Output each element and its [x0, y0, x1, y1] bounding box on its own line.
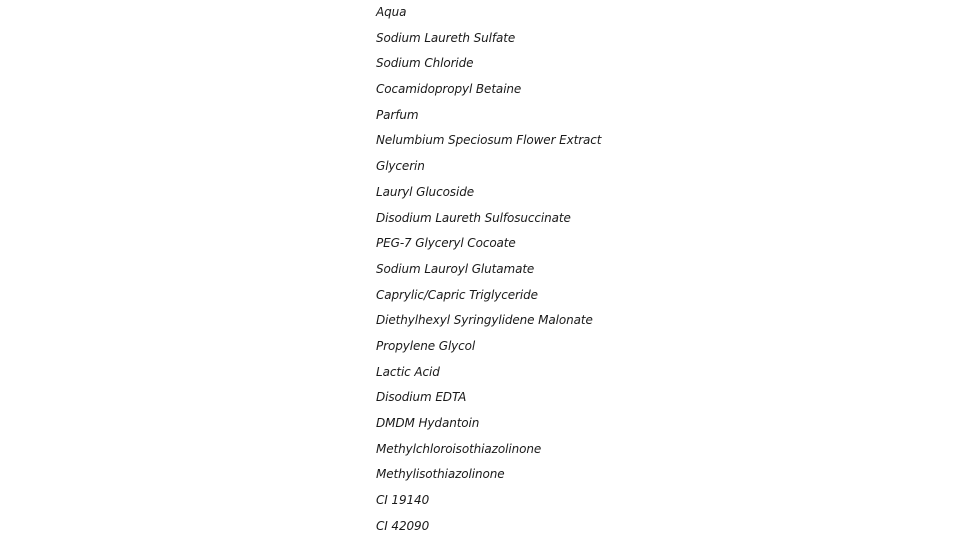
- list-item: Sodium Chloride: [376, 56, 474, 71]
- list-item: Diethylhexyl Syringylidene Malonate: [376, 313, 593, 328]
- list-item: Aqua: [376, 5, 407, 19]
- list-item: CI 19140: [376, 493, 430, 508]
- list-item: Nelumbium Speciosum Flower Extract: [376, 133, 602, 148]
- list-item: Methylisothiazolinone: [376, 467, 505, 482]
- list-item: Propylene Glycol: [376, 338, 476, 353]
- list-item: PEG-7 Glyceryl Cocoate: [376, 236, 516, 251]
- ingredient-list: [376, 0, 601, 539]
- list-item: Disodium EDTA: [376, 390, 467, 405]
- list-item: DMDM Hydantoin: [376, 416, 480, 430]
- list-item: Lactic Acid: [376, 364, 440, 379]
- list-item: Caprylic/Capric Triglyceride: [376, 287, 538, 302]
- list-item: Disodium Laureth Sulfosuccinate: [376, 210, 571, 225]
- list-item: Sodium Lauroyl Glutamate: [376, 261, 535, 276]
- list-item: Cocamidopropyl Betaine: [376, 82, 522, 97]
- list-item: Sodium Laureth Sulfate: [376, 30, 516, 45]
- list-item: Glycerin: [376, 159, 425, 174]
- list-item: Methylchloroisothiazolinone: [376, 441, 542, 456]
- list-item: Parfum: [376, 107, 419, 122]
- list-item: CI 42090: [376, 518, 430, 533]
- list-item: Lauryl Glucoside: [376, 184, 474, 199]
